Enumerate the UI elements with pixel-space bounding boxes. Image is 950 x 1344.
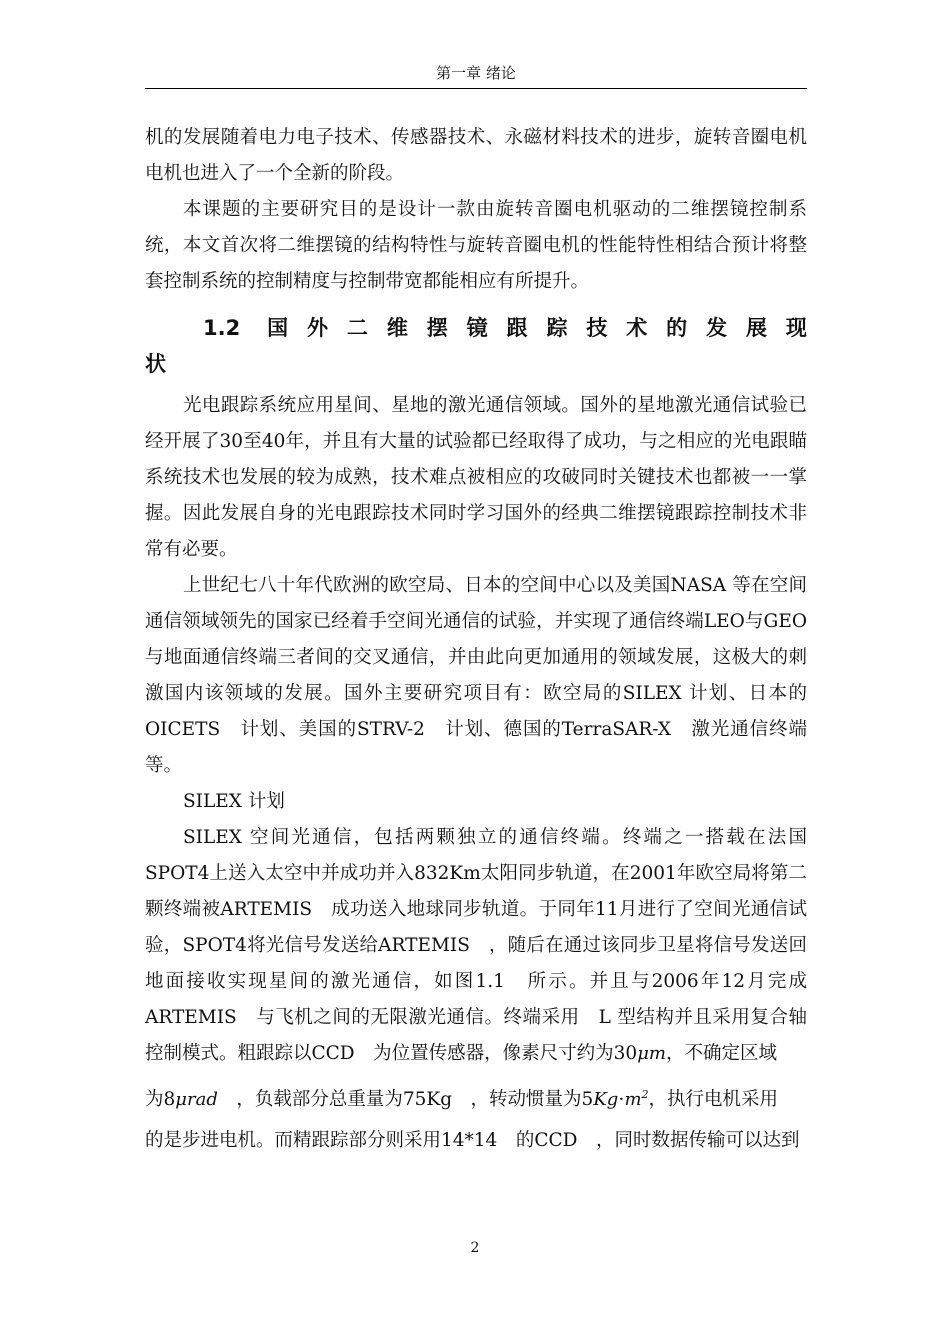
paragraph-fine-tracking: 的是步进电机。而精跟踪部分则采用14*14 的CCD ，同时数据传输可以达到	[145, 1130, 800, 1152]
unit-microradian: μrad	[175, 1089, 218, 1111]
header-rule	[145, 88, 807, 89]
section-heading	[145, 310, 807, 382]
heading-char: 维	[386, 316, 408, 340]
heading-char: 国	[267, 316, 289, 340]
heading-char: 的	[666, 316, 688, 340]
heading-char: 现	[785, 316, 807, 340]
paragraph-silex-body	[145, 820, 807, 1072]
page-number: 2	[470, 1240, 480, 1256]
text-span: ，执行电机采用	[648, 1089, 779, 1111]
heading-char: 踪	[546, 316, 568, 340]
heading-char: 技	[586, 316, 608, 340]
superscript: 2	[641, 1088, 649, 1101]
paragraph-history: 上世纪七八十年代欧洲的欧空局、日本的空间中心以及美国NASA 等在空间通信领域领先的国家已经着手空间光通信的试验，并实现了通信终端LEO与GEO 与地面通信终端三者间的交叉通信，并由此向更加通用的领域发展，这极大的刺激国内该领域的发展。国外主要研究项目有：欧空局的SILEX 计划、日本的OICETS 计划、美国的STRV-2 计划、德国的TerraSAR-X 激光通信终端等。	[145, 575, 826, 776]
heading-char: 镜	[466, 316, 488, 340]
paragraph-research-goal: 本课题的主要研究目的是设计一款由旋转音圈电机驱动的二维摆镜控制系统，本文首次将二维摆镜的结构特性与旋转音圈电机的性能特性相结合预计将整套控制系统的控制精度与控制带宽都能相应有所提升。	[145, 199, 807, 292]
heading-char: 二	[346, 316, 368, 340]
heading-char: 术	[626, 316, 648, 340]
silex-text: SILEX 空间光通信，包括两颗独立的通信终端。终端之一搭载在法国SPOT4上送入太空中并成功并入832Km太阳同步轨道，在2001年欧空局将第二颗终端被ARTEMIS 成功送入地球同步轨道。于同年11月进行了空间光通信试验，SPOT4将光信号发送给ARTEMIS ，随后在通过该同步卫星将信号发送回地面接收实现星间的激光通信，如图1.1 所示。并且与2006年12月完成ARTEMIS 与飞机之间的无限激光通信。终端采用 L 型结构并且采用复合轴控制模式。粗跟踪以CCD 为位置传感器，像素尺寸约为30	[145, 827, 807, 1064]
text-span: 为8	[145, 1089, 176, 1111]
paragraph-silex-title: SILEX 计划	[183, 791, 285, 812]
heading-char: 跟	[506, 316, 528, 340]
paragraph-optical-tracking: 光电跟踪系统应用星间、星地的激光通信领域。国外的星地激光通信试验已经开展了30至40年，并且有大量的试验都已经取得了成功，与之相应的光电跟瞄系统技术也发展的较为成熟，技术难点被相应的攻破同时关键技术也都被一一掌握。因此发展自身的光电跟踪技术同时学习国外的经典二维摆镜跟踪控制技术非常有必要。	[145, 395, 807, 560]
unit-micrometer: μm	[637, 1043, 666, 1064]
heading-char: 发	[706, 316, 728, 340]
paragraph-formula-line	[145, 1072, 807, 1123]
heading-char: 外	[307, 316, 329, 340]
running-header: 第一章 绪论	[436, 64, 516, 82]
section-heading-wrap: 状	[145, 352, 166, 376]
paragraph-continuation: 机的发展随着电力电子技术、传感器技术、永磁材料技术的进步，旋转音圈电机电机也进入了一个全新的阶段。	[145, 127, 807, 184]
section-number: 1.2	[203, 316, 241, 340]
document-body	[145, 120, 826, 1159]
unit-inertia: Kg⋅m	[593, 1089, 642, 1111]
heading-char: 摆	[426, 316, 448, 340]
heading-char: 展	[745, 316, 767, 340]
silex-text-tail: ，不确定区域	[665, 1043, 777, 1064]
section-heading-line	[145, 310, 807, 346]
text-span: ，负载部分总重量为75Kg ，转动惯量为5	[217, 1089, 594, 1111]
